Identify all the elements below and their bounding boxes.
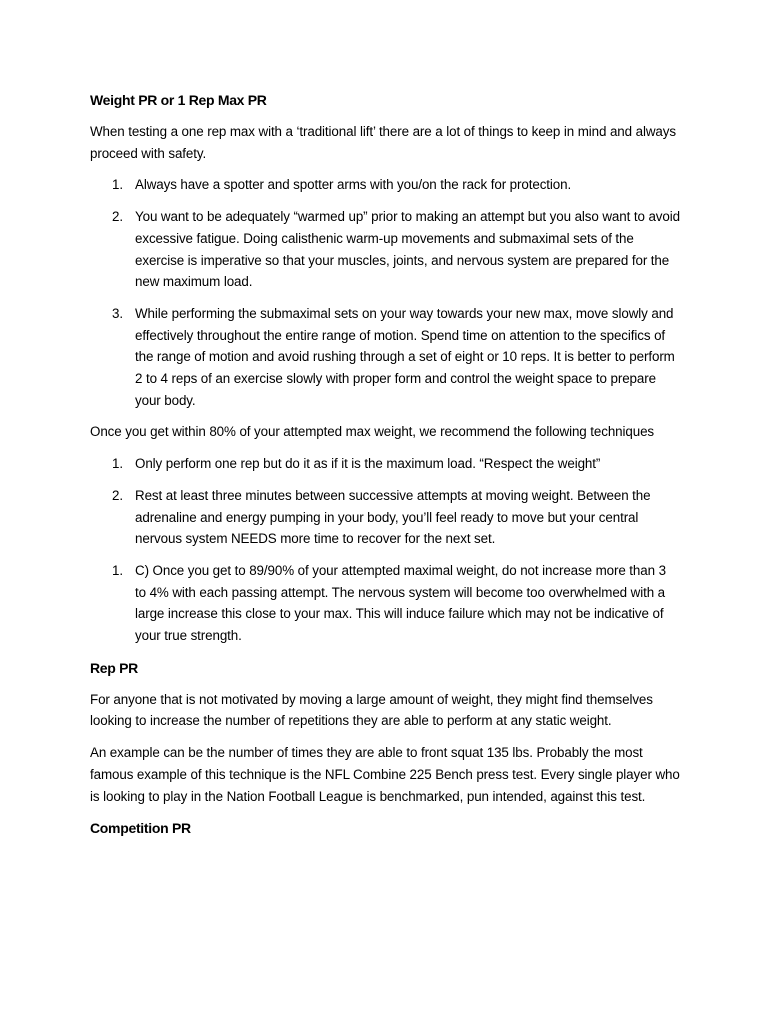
list-item (90, 485, 680, 550)
list-item (90, 303, 680, 412)
list-item-text: Always have a spotter and spotter arms with you/on the rack for protection. (135, 177, 572, 193)
list-item-text: Rest at least three minutes between successive attempts at moving weight. Between the adrenaline and energy pumping in your body, you’ll feel ready to move but your central nervous system NEEDS more time to recover for the next set. (135, 487, 651, 547)
list-item-text: You want to be adequately “warmed up” prior to making an attempt but you also want to avoid excessive fatigue. Doing calisthenic warm-up movements and submaximal sets of the exercise is imperative so that your muscles, joints, and nervous system are prepared for the new maximum load. (135, 209, 680, 290)
safety-list (90, 174, 680, 411)
list-item-text: While performing the submaximal sets on your way towards your new max, move slowly and effectively throughout the entire range of motion. Spend time on attention to the specifics of the range of motion and avoid rushing through a set of eight or 10 reps. It is better to perform 2 to 4 reps of an exercise slowly with proper form and control the weight space to prepare your body. (135, 305, 675, 408)
paragraph-intro: When testing a one rep max with a ‘traditional lift’ there are a lot of things to keep in mind and always proceed with safety. (90, 124, 676, 161)
paragraph-rep-pr-2: An example can be the number of times they are able to front squat 135 lbs. Probably the most famous example of this technique is the NFL Combine 225 Bench press test. Every single player who is looking to play in the Nation Football League is benchmarked, pun intended, against this test. (90, 745, 680, 804)
paragraph-rep-pr-1: For anyone that is not motivated by moving a large amount of weight, they might find themselves looking to increase the number of repetitions they are able to perform at any static weight. (90, 691, 653, 729)
technique-list (90, 453, 680, 550)
list-item (90, 453, 680, 475)
document-body (90, 89, 680, 849)
heading-competition-pr: Competition PR (90, 820, 191, 837)
list-item-text: C) Once you get to 89/90% of your attempted maximal weight, do not increase more than 3 to 4% with each passing attempt. The nervous system will become too overwhelmed with a large increase this close to your max. This will induce failure which may not be indicative of your true strength. (135, 562, 666, 644)
heading-rep-pr: Rep PR (90, 659, 138, 676)
list-item (90, 206, 680, 293)
heading-weight-pr: Weight PR or 1 Rep Max PR (90, 92, 267, 108)
list-number: 1. (112, 562, 123, 578)
list-number: 1. (112, 456, 123, 472)
list-number: 2. (112, 209, 123, 225)
list-item (90, 560, 680, 647)
list-number: 3. (112, 305, 123, 321)
list-item-text: Only perform one rep but do it as if it is the maximum load. “Respect the weight” (135, 456, 601, 472)
list-number: 2. (112, 487, 123, 503)
list-number: 1. (112, 177, 123, 193)
paragraph-transition: Once you get within 80% of your attempted max weight, we recommend the following techniques (90, 424, 655, 440)
increment-list (90, 560, 680, 647)
list-item (90, 174, 680, 196)
